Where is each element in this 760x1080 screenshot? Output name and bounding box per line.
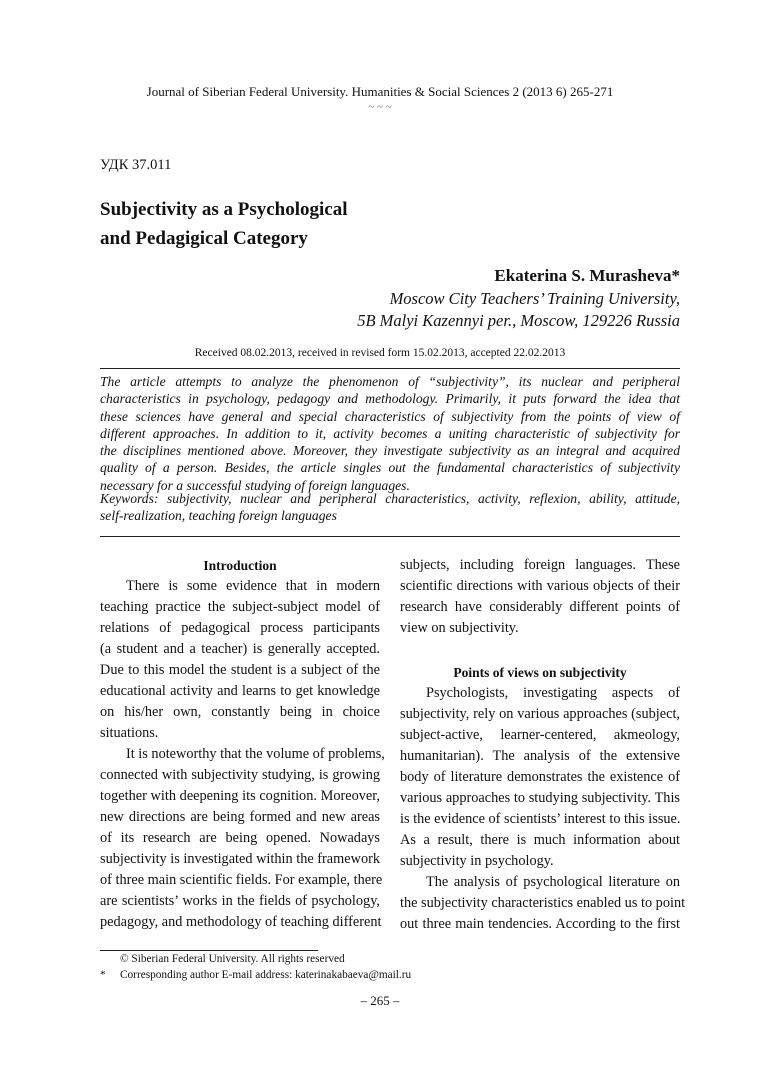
abstract-line: necessary for a successful studying of foreign languages.: [100, 477, 410, 493]
paragraph-line: humanitarian). The analysis of the extensive: [400, 748, 680, 764]
article-title: [100, 195, 348, 253]
paragraph-line: educational activity and learns to get knowledge: [100, 683, 380, 699]
section-heading-points-of-view: Points of views on subjectivity: [453, 665, 627, 680]
keywords-line: Keywords: subjectivity, nuclear and peripheral characteristics, activity, reflexion, ability, attitude,: [100, 491, 680, 506]
paragraph-line: Due to this model the student is a subject of the: [100, 662, 380, 678]
footnote-divider: [100, 950, 318, 951]
paragraph-line: As a result, there is much information about: [400, 832, 680, 848]
page-number: – 265 –: [360, 993, 400, 1008]
paragraph-line: (a student and a teacher) is generally accepted.: [100, 641, 380, 657]
journal-header: Journal of Siberian Federal University. Humanities & Social Sciences 2 (2013 6) 265-271: [146, 84, 614, 99]
paragraph-line: The analysis of psychological literature on: [426, 874, 680, 890]
affiliation-line: Moscow City Teachers’ Training University,: [389, 289, 680, 308]
title-line: and Pedagigical Category: [100, 228, 308, 249]
paragraph-line: subject-active, learner-centered, akmeology,: [400, 727, 680, 743]
abstract-line: characteristics in psychology, pedagogy and methodology. Primarily, it puts forward the idea that: [100, 391, 680, 407]
abstract: [100, 373, 680, 494]
footnote-copyright: [100, 953, 345, 965]
paragraph-line: It is noteworthy that the volume of problems,: [126, 746, 385, 762]
corresponding-text: Corresponding author E-mail address: katerinakabaeva@mail.ru: [120, 969, 412, 981]
paragraph-line: of its research are being opened. Nowadays: [100, 830, 380, 846]
abstract-line: these sciences have general and special characteristics of subjectivity from the points of view of: [100, 408, 680, 424]
paragraph-line: new directions are being formed and new areas: [100, 809, 380, 825]
paragraph-line: out three main tendencies. According to the first: [400, 916, 680, 932]
header-separator: ~ ~ ~: [368, 101, 392, 113]
paragraph-line: body of literature demonstrates the existence of: [400, 769, 680, 785]
paragraph-line: situations.: [100, 725, 159, 741]
author-name: Ekaterina S. Murasheva*: [494, 266, 680, 285]
paragraph-line: of three main scientific fields. For example, there: [100, 872, 383, 888]
received-dates: Received 08.02.2013, received in revised form 15.02.2013, accepted 22.02.2013: [194, 347, 566, 359]
paragraph-line: together with deepening its cognition. Moreover,: [100, 788, 380, 804]
divider-bottom: [100, 536, 680, 537]
udk-code: УДК 37.011: [100, 157, 172, 173]
left-column: [100, 555, 385, 933]
abstract-line: quality of a person. Besides, the article singles out the fundamental characteristics of subjectivity: [100, 460, 680, 476]
footnote-corresponding: [100, 969, 411, 981]
author-affiliation: [357, 288, 680, 332]
paragraph-line: connected with subjectivity studying, is growing: [100, 767, 380, 783]
paragraph-line: teaching practice the subject-subject model of: [100, 599, 380, 615]
copyright-text: © Siberian Federal University. All rights reserved: [120, 953, 345, 965]
paragraph-line: subjectivity in psychology.: [400, 853, 554, 869]
paragraph-line: the subjectivity characteristics enabled us to point: [400, 895, 686, 911]
abstract-line: the disciplines mentioned above. Moreover, they investigate subjectivity as an integral and acquired: [100, 443, 680, 459]
paragraph-line: subjectivity is investigated within the framework: [100, 851, 380, 867]
paragraph-line: relations of pedagogical process participants: [100, 620, 380, 636]
paragraph-line: subjectivity, rely on various approaches (subject,: [400, 706, 680, 722]
right-column: [400, 555, 686, 935]
abstract-line: different approaches. In addition to it, activity becomes a uniting characteristic of subjectivity for: [100, 425, 680, 441]
paragraph-line: various approaches to studying subjectivity. This: [400, 790, 680, 806]
asterisk-mark: *: [100, 969, 106, 981]
abstract-line: The article attempts to analyze the phenomenon of “subjectivity”, its nuclear and peripheral: [100, 374, 680, 389]
paragraph-line: is the evidence of scientists’ interest to this issue.: [400, 811, 681, 827]
title-line: Subjectivity as a Psychological: [100, 199, 348, 220]
paragraph-line: view on subjectivity.: [400, 620, 519, 636]
keywords-line: self-realization, teaching foreign languages: [100, 508, 337, 524]
paragraph-line: subjects, including foreign languages. These: [400, 557, 680, 573]
section-heading-introduction: Introduction: [203, 558, 277, 573]
keywords: [100, 490, 680, 525]
affiliation-line: 5B Malyi Kazennyi per., Moscow, 129226 Russia: [357, 311, 680, 330]
paragraph-line: scientific directions with various objects of their: [400, 578, 680, 594]
paragraph-line: research have considerably different points of: [400, 599, 680, 615]
paragraph-line: are scientists’ works in the fields of psychology,: [100, 893, 380, 909]
paragraph-line: Psychologists, investigating aspects of: [426, 685, 680, 701]
paragraph-line: pedagogy, and methodology of teaching different: [100, 914, 382, 930]
divider-top: [100, 368, 680, 369]
paragraph-line: on his/her own, constantly being in choice: [100, 704, 380, 720]
paragraph-line: There is some evidence that in modern: [126, 578, 380, 594]
